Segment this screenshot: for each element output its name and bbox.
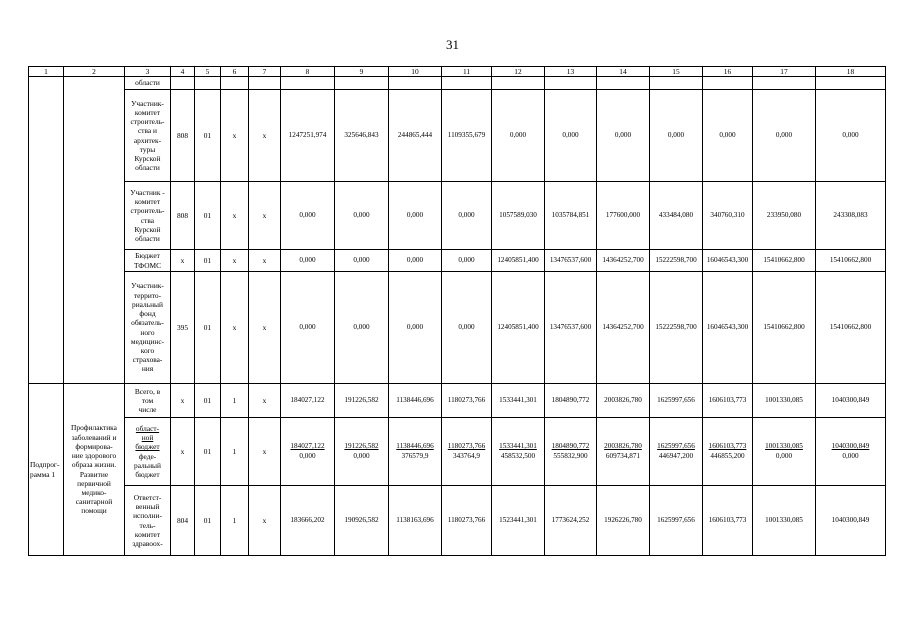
value-cell: 0,000 bbox=[389, 250, 442, 272]
code-cell: 1 bbox=[221, 384, 249, 418]
value-cell: 12405851,400 bbox=[492, 272, 545, 384]
code-cell: 804 bbox=[171, 486, 195, 556]
column-header: 16 bbox=[703, 67, 753, 77]
code-cell: 01 bbox=[195, 486, 221, 556]
value-cell: 1138446,696 376579,9 bbox=[389, 418, 442, 486]
value-cell: 0,000 bbox=[650, 90, 703, 182]
value-cell: 191226,582 0,000 bbox=[335, 418, 389, 486]
value-cell: 1625997,656 bbox=[650, 384, 703, 418]
value-cell: 1606103,773 bbox=[703, 384, 753, 418]
value-cell: 183666,202 bbox=[281, 486, 335, 556]
column-header: 13 bbox=[545, 67, 597, 77]
code-cell: x bbox=[249, 182, 281, 250]
value-cell: 184027,122 0,000 bbox=[281, 418, 335, 486]
value-cell: 244865,444 bbox=[389, 90, 442, 182]
value-cell: 1001330,085 bbox=[753, 486, 816, 556]
value-cell: 0,000 bbox=[597, 90, 650, 182]
value-cell: 1040300,849 bbox=[816, 486, 886, 556]
value-cell: 0,000 bbox=[389, 272, 442, 384]
participant-cell: Бюджет ТФОМС bbox=[125, 250, 171, 272]
col2-empty-cell bbox=[64, 77, 125, 384]
value-cell: 0,000 bbox=[335, 182, 389, 250]
value-cell: 0,000 bbox=[442, 272, 492, 384]
value-cell: 1773624,252 bbox=[545, 486, 597, 556]
value-cell: 0,000 bbox=[816, 90, 886, 182]
participant-cell: Участник- террито- риальный фонд обязатель- ного медицинс- кого страхова- ния bbox=[125, 272, 171, 384]
value-cell: 1606103,773 bbox=[703, 486, 753, 556]
code-cell: 01 bbox=[195, 90, 221, 182]
value-cell: 1606103,773 446855,200 bbox=[703, 418, 753, 486]
code-cell: 01 bbox=[195, 182, 221, 250]
column-header: 15 bbox=[650, 67, 703, 77]
value-cell: 433484,080 bbox=[650, 182, 703, 250]
code-cell: x bbox=[249, 250, 281, 272]
code-cell: x bbox=[171, 250, 195, 272]
value-cell: 1040300,849 0,000 bbox=[816, 418, 886, 486]
column-header: 7 bbox=[249, 67, 281, 77]
code-cell: x bbox=[249, 384, 281, 418]
table-row bbox=[29, 90, 886, 182]
value-cell: 0,000 bbox=[442, 182, 492, 250]
code-cell: x bbox=[171, 384, 195, 418]
table-row bbox=[29, 418, 886, 486]
value-cell: 1247251,974 bbox=[281, 90, 335, 182]
participant-cell: области bbox=[125, 77, 171, 90]
value-cell: 0,000 bbox=[703, 90, 753, 182]
budget-table bbox=[28, 66, 886, 556]
value-cell: 1804890,772 bbox=[545, 384, 597, 418]
table-row bbox=[29, 250, 886, 272]
column-header: 10 bbox=[389, 67, 442, 77]
code-cell: 1 bbox=[221, 418, 249, 486]
code-cell: x bbox=[221, 272, 249, 384]
table-row bbox=[29, 182, 886, 250]
value-cell: 15410662,800 bbox=[816, 272, 886, 384]
value-cell: 1138446,696 bbox=[389, 384, 442, 418]
value-cell: 1035784,851 bbox=[545, 182, 597, 250]
value-cell: 15410662,800 bbox=[753, 250, 816, 272]
code-cell: x bbox=[249, 486, 281, 556]
column-header: 5 bbox=[195, 67, 221, 77]
column-header: 4 bbox=[171, 67, 195, 77]
column-header: 17 bbox=[753, 67, 816, 77]
column-header: 8 bbox=[281, 67, 335, 77]
code-cell: 01 bbox=[195, 384, 221, 418]
code-cell: x bbox=[221, 90, 249, 182]
code-cell: x bbox=[249, 90, 281, 182]
value-cell: 1180273,766 343764,9 bbox=[442, 418, 492, 486]
value-cell: 16046543,300 bbox=[703, 250, 753, 272]
value-cell: 12405851,400 bbox=[492, 250, 545, 272]
value-cell: 243308,083 bbox=[816, 182, 886, 250]
value-cell: 13476537,600 bbox=[545, 250, 597, 272]
value-cell: 1180273,766 bbox=[442, 384, 492, 418]
value-cell: 0,000 bbox=[281, 250, 335, 272]
value-cell: 1804890,772 555832,900 bbox=[545, 418, 597, 486]
value-cell: 1533441,301 bbox=[492, 384, 545, 418]
header-row bbox=[29, 67, 886, 77]
value-cell: 1040300,849 bbox=[816, 384, 886, 418]
column-header: 12 bbox=[492, 67, 545, 77]
value-cell: 177600,000 bbox=[597, 182, 650, 250]
value-cell: 1625997,656 446947,200 bbox=[650, 418, 703, 486]
value-cell: 1138163,696 bbox=[389, 486, 442, 556]
code-cell: 808 bbox=[171, 182, 195, 250]
value-cell: 0,000 bbox=[753, 90, 816, 182]
code-cell: x bbox=[171, 418, 195, 486]
value-cell: 0,000 bbox=[389, 182, 442, 250]
column-header: 11 bbox=[442, 67, 492, 77]
value-cell: 0,000 bbox=[492, 90, 545, 182]
code-cell: 395 bbox=[171, 272, 195, 384]
column-header: 2 bbox=[64, 67, 125, 77]
code-cell: 1 bbox=[221, 486, 249, 556]
column-header: 1 bbox=[29, 67, 64, 77]
value-cell: 1109355,679 bbox=[442, 90, 492, 182]
table-row bbox=[29, 272, 886, 384]
value-cell: 184027,122 bbox=[281, 384, 335, 418]
column-header: 14 bbox=[597, 67, 650, 77]
value-cell: 340760,310 bbox=[703, 182, 753, 250]
value-cell: 1057589,030 bbox=[492, 182, 545, 250]
value-cell: 15222598,700 bbox=[650, 250, 703, 272]
participant-cell: Всего, в том числе bbox=[125, 384, 171, 418]
value-cell: 0,000 bbox=[281, 182, 335, 250]
subprogram-name-cell: Профилактика заболеваний и формирова- ние здорового образа жизни. Развитие первичной медико- санитарной помощи bbox=[64, 384, 125, 556]
value-cell: 16046543,300 bbox=[703, 272, 753, 384]
column-header: 6 bbox=[221, 67, 249, 77]
value-cell: 0,000 bbox=[335, 250, 389, 272]
participant-cell: Участник - комитет строитель- ства Курской области bbox=[125, 182, 171, 250]
value-cell: 325646,843 bbox=[335, 90, 389, 182]
value-cell: 13476537,600 bbox=[545, 272, 597, 384]
value-cell: 1523441,301 bbox=[492, 486, 545, 556]
value-cell: 0,000 bbox=[545, 90, 597, 182]
code-cell: 01 bbox=[195, 272, 221, 384]
value-cell: 191226,582 bbox=[335, 384, 389, 418]
value-cell: 1180273,766 bbox=[442, 486, 492, 556]
value-cell: 190926,582 bbox=[335, 486, 389, 556]
value-cell: 1001330,085 bbox=[753, 384, 816, 418]
value-cell: 0,000 bbox=[281, 272, 335, 384]
participant-cell: област- ной бюджет феде- ральный бюджет bbox=[125, 418, 171, 486]
participant-cell: Участник- комитет строитель- ства и архитек- туры Курской области bbox=[125, 90, 171, 182]
value-cell: 2003826,780 bbox=[597, 384, 650, 418]
value-cell: 2003826,780 609734,871 bbox=[597, 418, 650, 486]
code-cell: 01 bbox=[195, 418, 221, 486]
value-cell: 14364252,700 bbox=[597, 250, 650, 272]
value-cell: 1625997,656 bbox=[650, 486, 703, 556]
value-cell: 0,000 bbox=[335, 272, 389, 384]
table-row bbox=[29, 486, 886, 556]
code-cell: x bbox=[249, 272, 281, 384]
value-cell: 14364252,700 bbox=[597, 272, 650, 384]
value-cell: 0,000 bbox=[442, 250, 492, 272]
table-row bbox=[29, 77, 886, 90]
value-cell: 233950,080 bbox=[753, 182, 816, 250]
code-cell: x bbox=[221, 182, 249, 250]
participant-cell: Ответст- венный исполни- тель- комитет здравоох- bbox=[125, 486, 171, 556]
col1-empty-cell bbox=[29, 77, 64, 384]
table-row bbox=[29, 384, 886, 418]
code-cell: x bbox=[249, 418, 281, 486]
code-cell: 808 bbox=[171, 90, 195, 182]
value-cell: 15410662,800 bbox=[816, 250, 886, 272]
column-header: 18 bbox=[816, 67, 886, 77]
value-cell: 1533441,301 458532,500 bbox=[492, 418, 545, 486]
column-header: 9 bbox=[335, 67, 389, 77]
page-number: 31 bbox=[446, 37, 459, 52]
column-header: 3 bbox=[125, 67, 171, 77]
value-cell: 1926226,780 bbox=[597, 486, 650, 556]
subprogram-cell: Подпрог- рамма 1 bbox=[29, 384, 64, 556]
value-cell: 15410662,800 bbox=[753, 272, 816, 384]
value-cell: 1001330,085 0,000 bbox=[753, 418, 816, 486]
code-cell: 01 bbox=[195, 250, 221, 272]
value-cell: 15222598,700 bbox=[650, 272, 703, 384]
code-cell: x bbox=[221, 250, 249, 272]
